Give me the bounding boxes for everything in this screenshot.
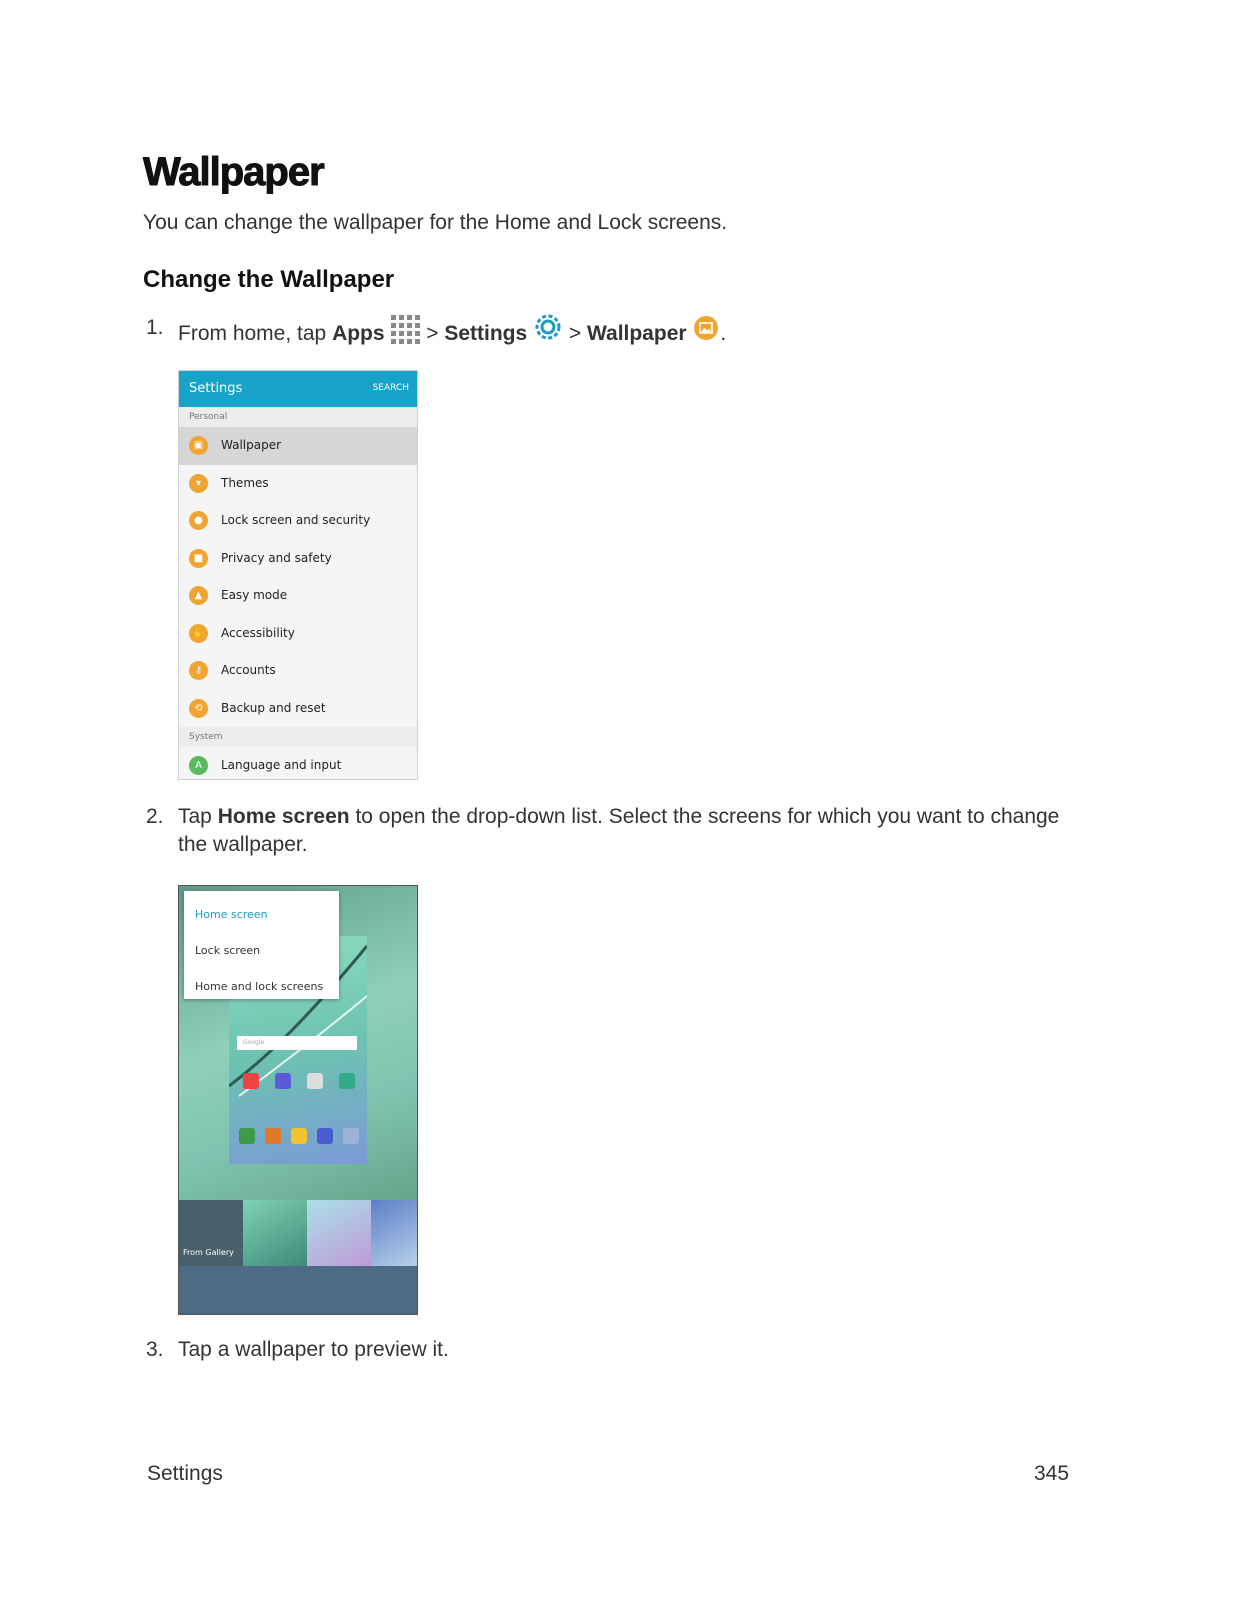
step-text: to open the drop-down list. Select the screens for which you want to change the wallpaper. — [178, 805, 1060, 856]
bottom-panel — [179, 1266, 417, 1314]
phone-icon[interactable] — [239, 1128, 255, 1144]
wallpaper-icon — [692, 316, 720, 352]
settings-item-label: Easy mode — [221, 588, 288, 602]
page-title: Wallpaper — [143, 150, 324, 194]
apps-label: Apps — [332, 322, 385, 345]
hand-icon: ✋ — [189, 624, 208, 643]
from-gallery-thumb[interactable] — [179, 1200, 243, 1266]
screen-dropdown — [184, 891, 339, 999]
section-header-system: System — [179, 727, 417, 747]
dropdown-home-screen[interactable]: Home screen — [195, 908, 268, 921]
key-icon: ⚷ — [189, 661, 208, 680]
settings-app-bar — [179, 371, 417, 407]
wallpaper-thumb[interactable] — [371, 1200, 417, 1266]
wallpaper-label: Wallpaper — [586, 322, 687, 345]
settings-item-label: Wallpaper — [221, 438, 282, 452]
google-folder-icon[interactable] — [339, 1073, 355, 1089]
from-gallery-label: From Gallery — [183, 1248, 234, 1257]
camera-icon[interactable] — [275, 1073, 291, 1089]
play-store-icon[interactable] — [307, 1073, 323, 1089]
lock-icon: ● — [189, 511, 208, 530]
settings-title: Settings — [189, 381, 243, 396]
settings-item-themes[interactable] — [179, 465, 417, 503]
footer-section: Settings — [147, 1462, 223, 1485]
step-1 — [178, 314, 726, 352]
wallpaper-screenshot — [178, 885, 418, 1315]
settings-item-easy-mode[interactable] — [179, 577, 417, 615]
step-3: Tap a wallpaper to preview it. — [178, 1338, 449, 1361]
contacts-icon[interactable] — [265, 1128, 281, 1144]
wallpaper-thumb[interactable] — [307, 1200, 371, 1266]
home-icon: ▲ — [189, 586, 208, 605]
app-row — [241, 1073, 361, 1093]
apps-grid-icon — [390, 314, 420, 352]
step-text: Tap — [178, 805, 218, 828]
settings-item-backup[interactable] — [179, 690, 417, 728]
period: . — [720, 322, 727, 345]
home-screen-label: Home screen — [217, 805, 350, 828]
step-number: 3. — [146, 1338, 164, 1361]
settings-item-label: Accessibility — [221, 625, 295, 640]
settings-item-accounts[interactable] — [179, 652, 417, 690]
settings-item-label: Privacy and safety — [221, 550, 332, 565]
settings-item-accessibility[interactable] — [179, 615, 417, 653]
image-icon: ▣ — [189, 436, 208, 455]
email-icon[interactable] — [243, 1073, 259, 1089]
wallpaper-thumbnails — [179, 1200, 417, 1266]
dock — [237, 1128, 362, 1148]
step-number: 2. — [146, 805, 164, 828]
section-header-personal: Personal — [179, 407, 417, 427]
shield-icon: ■ — [189, 549, 208, 568]
settings-item-language[interactable] — [179, 747, 417, 780]
messages-icon[interactable] — [291, 1128, 307, 1144]
internet-icon[interactable] — [317, 1128, 333, 1144]
section-title: Change the Wallpaper — [143, 266, 395, 293]
backup-icon: ⟲ — [189, 699, 208, 718]
step-2 — [178, 803, 1078, 859]
settings-item-label: Accounts — [221, 663, 276, 677]
apps-icon[interactable] — [343, 1128, 359, 1144]
step-text: From home, tap — [178, 322, 333, 345]
dropdown-home-and-lock[interactable]: Home and lock screens — [195, 980, 324, 993]
settings-item-label: Language and input — [221, 758, 342, 772]
dropdown-lock-screen[interactable]: Lock screen — [195, 944, 261, 957]
settings-item-wallpaper[interactable] — [179, 427, 417, 465]
separator: > — [420, 322, 445, 345]
google-search-bar[interactable]: Google — [237, 1036, 357, 1050]
step-number: 1. — [146, 316, 164, 339]
page-number: 345 — [1034, 1462, 1070, 1485]
intro-text: You can change the wallpaper for the Home and Lock screens. — [143, 211, 728, 234]
search-button[interactable]: SEARCH — [372, 383, 409, 393]
separator: > — [563, 322, 587, 345]
settings-item-label: Themes — [221, 475, 269, 490]
settings-item-label: Lock screen and security — [221, 513, 371, 527]
brush-icon: ▾ — [189, 474, 208, 493]
settings-screenshot — [178, 370, 418, 780]
settings-gear-icon — [533, 314, 563, 352]
language-icon: A — [189, 756, 208, 775]
settings-item-label: Backup and reset — [221, 700, 326, 715]
wallpaper-thumb[interactable] — [243, 1200, 307, 1266]
settings-label: Settings — [444, 322, 528, 345]
settings-item-lock-screen[interactable] — [179, 502, 417, 540]
settings-item-privacy[interactable] — [179, 540, 417, 578]
